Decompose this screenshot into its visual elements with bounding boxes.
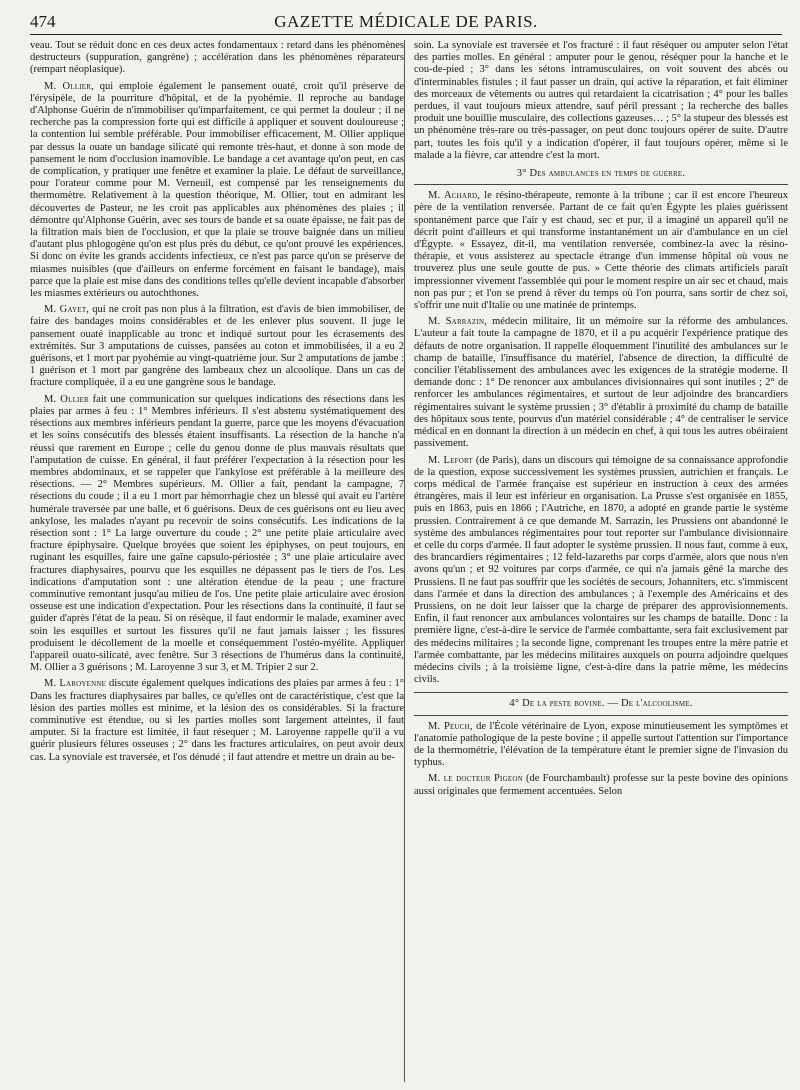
paragraph-text: veau. Tout se réduit donc en ces deux actes fondamentaux : retard dans les phénomènes destructeurs (suppuration, gangrène) ; accélération dans les phénomènes réparateurs (rempart néoplasique). (30, 40, 404, 76)
speaker-name: M. Lefort (428, 454, 473, 466)
speaker-name: M. Laroyenne (44, 678, 107, 690)
paragraph-text: soin. La synoviale est traversée et l'os fracturé : il faut réséquer ou amputer selon l'état des parties molles. En général : amputer pour le genou, réséquer pour la hanche et le cou-de-pied ; 3° dans les sétons intramusculaires, on voit souvent des abcès ou d'interminables fistules ; il faut passer un drain, qui active la réparation, et fait éliminer des morceaux de vêtements ou autres qui retardaient la cicatrisation ; 4° pour les balles perdues, il vaut toujours mieux attendre, sauf péril pressant ; la recherche des balles produit une bouillie musculaire, des collections gazeuses… ; 5° la stupeur des blessés est un phénomène très-rare ou très-passager, on peut donc toujours opérer de suite. D'autre part, toutes les fois qu'il y a indication d'opérer, il faut toujours opérer, même si le malade a la fièvre, car attendre c'est la mort. (414, 40, 788, 161)
section-heading: 3° Des ambulances en temps de guerre. (414, 168, 788, 185)
journal-title: GAZETTE MÉDICALE DE PARIS. (274, 12, 538, 31)
paragraph (30, 304, 404, 389)
paragraph (414, 190, 788, 312)
speaker-name: M. Gayet, (44, 304, 90, 316)
speaker-name: M. Ollier, (44, 80, 94, 92)
paragraph-text: fait une communication sur quelques indications des résections dans les plaies par armes à feu : 1° Membres inférieurs. Il s'est abstenu systématiquement des résections aux membres inférieurs pendant la guerre, parce que les moyens d'évacuation et les soins consécutifs des blessés étaient insuffisants. La résection de la hanche n'a réussi que rarement en Europe ; celle du genou donne de plus mauvais résultats que l'amputation de cuisse. En général, il faut préférer l'expectation à la résection pour les membres abdominaux, et se rappeler que l'ankylose est préférable à la meilleure des résections. — 2° Membres supérieurs. M. Ollier a fait, pendant la campagne, 7 résections du coude ; il a eu 1 mort par hémorrhagie chez un blessé qui avait eu l'artère humérale traversée par une balle, et 6 guérisons. Deux de ces guérisons ont eu lieu avec ankylose, les malades n'ayant pu recevoir de soins consécutifs. Les indications de la résection sont : 1° La large ouverture du coude ; 2° une petite plaie articulaire avec fracture épiphysaire. Quelque broyées que soient les épiphyses, on peut toujours, en ruginant les esquilles, faire une gaîne capsulo-périostée ; 3° une plaie articulaire avec fractures diaphysaires, pourvu que les esquilles ne dépassent pas le tiers de l'os. Les indications d'amputation sont : une altération étendue de la peau ; une fracture comminutive remontant jusqu'au milieu de l'os. Une petite plaie articulaire avec érosion osseuse est une indication d'expectation. Pour les résections dans la continuité, il faut se guider d'après l'état de la peau. Si on résèque, il faut endormir le malade, examiner avec soin les esquilles et surtout les fissures qu'il ne faut jamais laisser ; les fissures produisent le décollement de la moelle et conséquemment l'ostéo-myélite. Appliquer l'appareil ouato-silicaté, avec fenêtre. Sur 3 résections de l'humérus dans la continuité, M. Ollier a 3 guérisons ; M. Laroyenne 3 sur 3, et M. Tripier 2 sur 2. (30, 393, 404, 674)
paragraph-text: (de Fourchambault) professe sur la peste bovine des opinions aussi originales que fermement accentuées. Selon (414, 773, 788, 797)
page-number: 474 (30, 12, 56, 31)
paragraph (414, 40, 788, 162)
paragraph-text: (de Paris), dans un discours qui témoigne de sa connaissance approfondie de la question, expose successivement les systèmes prussien, autrichien et français. Le corps médical de l'armée française est supérieur en instruction à ceux des armées étrangères, mais il leur est inférieur en organisation. La Prusse s'est organisée en 1855, puis en 1863, puis en 1866 ; l'Autriche, en 1870, a adopté en grande partie le système prussien. Contrairement à ce que demande M. Sarrazin, les Prussiens ont abandonné le système des ambulances régimentaires pour tout reporter sur l'ambulance divisionnaire et celle du corps d'armée. Il faut adopter le système prussien. Il nous faut, comme à eux, des brancardiers régimentaires ; 12 feld-lazareths par corps d'armée, alors que nous n'en avons qu'un ; et 92 voitures par corps d'armée, ce qui n'a jamais gêné la marche des Prussiens. Il ne faut pas souffrir que les sociétés de secours, Johanniters, etc. s'immiscent dans l'armée et dans la direction des ambulances ; à l'exemple des Américains et des Prussiens, on ne doit leur laisser que la charge de préparer des approvisionnements. Enfin, il faut renoncer aux ambulances volontaires sur les champs de bataille. Donc : la première ligne, c'est-à-dire le service de l'armée combattante, sera fait exclusivement par des médecins militaires ; la seconde ligne, comprenant les troupes entre la mère patrie et l'armée combattante, par les médecins militaires auxquels on pourra adjoindre quelques médecins civils ; à la troisième ligne, c'est-à-dire dans la patrie même, les médecins civils. (414, 454, 788, 686)
paragraph-text: de l'École vétérinaire de Lyon, expose minutieusement les symptômes et l'anatomie pathologique de la peste bovine ; il appelle surtout l'attention sur l'importance de la thermométrie, l'élévation de la température étant le premier signe de l'invasion du typhus. (414, 720, 788, 769)
paragraph (414, 455, 788, 687)
right-column (414, 40, 788, 1084)
paragraph-text: médecin militaire, lit un mémoire sur la réforme des ambulances. L'auteur a fait toute la campagne de 1870, et il a pu acquérir l'expérience pratique des défauts de notre organisation. Il rappelle éloquemment l'inutilité des ambulances sur le champ de bataille, l'insuffisance du matériel, l'absence de direction, la difficulté de concilier l'établissement des ambulances avec les exigences de la stratégie moderne. Il demande donc : 1° De renoncer aux ambulances divisionnaires qui sont inutiles ; 2° de renforcer les ambulances régimentaires, et surtout de leur adjoindre des brancardiers régimentaires suivant le système prussien ; 3° d'établir à proximité du champ de bataille des hôpitaux sous tente, pourvus d'un matériel considérable ; 4° de centraliser le service médical en en donnant la direction à un médecin en chef, à qui tous les autres obéiraient passivement. (414, 316, 788, 450)
paragraph (414, 721, 788, 770)
speaker-name: M. le docteur Pigeon (428, 773, 523, 785)
paragraph (30, 394, 404, 675)
paragraph (30, 678, 404, 763)
section-heading: 4° De la peste bovine. — De l'alcoolisme. (414, 692, 788, 715)
paragraph (414, 316, 788, 450)
paragraph-text: qui emploie également le pansement ouaté, croit qu'il préserve de l'érysipèle, de la pourriture d'hôpital, et de la pyohémie. Il reproche au bandage d'Alphonse Guérin de n'immobiliser qu'imparfaitement, ce qui permet la douleur ; il ne recherche pas la compression forte qui est difficile à appliquer et souvent douloureuse ; la contention lui semble préférable. Pour immobiliser efficacement, M. Ollier applique par dessus la ouate un bandage silicaté qui remonte très-haut, et donne à son mode de pansement le nom d'occlusion inamovible. Le bandage a cet avantage qu'on peut, en cas de complication, y pratiquer une fenêtre et examiner la plaie. Le défaut de surveillance, pour l'orateur comme pour M. Verneuil, est compensé par les renseignements du thermomètre. Relativement à la question théorique, M. Ollier, tout en admirant les découvertes de Pasteur, ne les croit pas applicables aux phénomènes des plaies ; il démontre qu'Alphonse Guérin, avec ses tours de bande et sa ouate épaisse, ne fait pas de la filtration mais bien de l'occlusion, et que la plaie se trouve baignée dans un milieu d'autant plus phlogogène qu'on est plus près du début, ce qu'ont prouvé les expériences. Si donc on évite les grands accidents infectieux, ce n'est pas parce qu'on se préserve de miasmes nuisibles (que d'ailleurs on enferme forcément en faisant le bandage), mais parce que la plaie est mise dans des conditions telles qu'elle devient incapable d'absorber les miasmes extérieurs ou autochthones. (30, 80, 404, 300)
column-divider (404, 40, 405, 1082)
paragraph (30, 40, 404, 77)
speaker-name: M. Sarrazin, (428, 316, 488, 328)
paragraph (30, 81, 404, 301)
paragraph (414, 773, 788, 797)
speaker-name: M. Peuch, (428, 720, 473, 732)
paragraph-text: le résino-thérapeute, remonte à la tribune ; car il est encore l'heureux père de la ventilation renversée. Partant de ce fait qu'en Égypte les plaies guérissent spontanément parce que l'air y est chaud, sec et pur, il a imaginé un appareil qu'il ne décrit point d'ailleurs et qui transforme instantanément un air d'ambulance en un ciel d'Égypte. « Essayez, dit-il, ma ventilation renversée, combinez-la avec la résino-thérapie, et vous assisterez au spectacle étrange d'un immense hôpital où vous ne trouverez plus une seule goutte de pus. » Cette théorie des climats artificiels paraît impressionner vivement l'assemblée qui pour le moment respire un air sec et chaud, mais non pas pur ; et l'on se prend à rêver du temps où l'on pourra, sans sortir de chez soi, s'offrir une nuit d'Italie ou une matinée de printemps. (414, 190, 788, 312)
speaker-name: M. Achard, (428, 190, 481, 202)
speaker-name: M. Ollier (44, 393, 89, 405)
left-column (30, 40, 404, 1084)
paragraph-text: discute également quelques indications des plaies par armes à feu : 1° Dans les fractures diaphysaires par balles, ce qu'elles ont de caractéristique, c'est que la lésion des parties molles est minime, et la lésion des os considérables. Si la fracture comminutive est étendue, ou si les parties molles sont largement atteintes, il faut amputer. Si la fracture est limitée, il faut résequer ; M. Laroyenne rappelle qu'il a vu guérir plusieurs félures osseuses ; 2° dans les fractures articulaires, on peut avoir deux cas. La synoviale est traversée, et l'os dénudé ; il faut attendre et mettre un drain au be- (30, 678, 404, 763)
paragraph-text: qui ne croit pas non plus à la filtration, est d'avis de bien immobiliser, de faire des bandages moins considérables et de les enlever plus souvent. Il juge le pansement ouaté inapplicable au tronc et indiqué surtout pour les écrasements des extrémités. Sur 3 amputations de cuisses, pansées au coton et immobilisées, il a eu 2 guérisons, et 1 mort par pyohémie au vingt-quatrième jour. Sur 2 amputations de jambe : 1 guérison et 1 mort par gangrène des lambeaux chez un alcoolique. Dans un cas de fracture compliquée, il a eu une gangrène sous le bandage. (30, 304, 404, 389)
page-header (30, 8, 782, 35)
